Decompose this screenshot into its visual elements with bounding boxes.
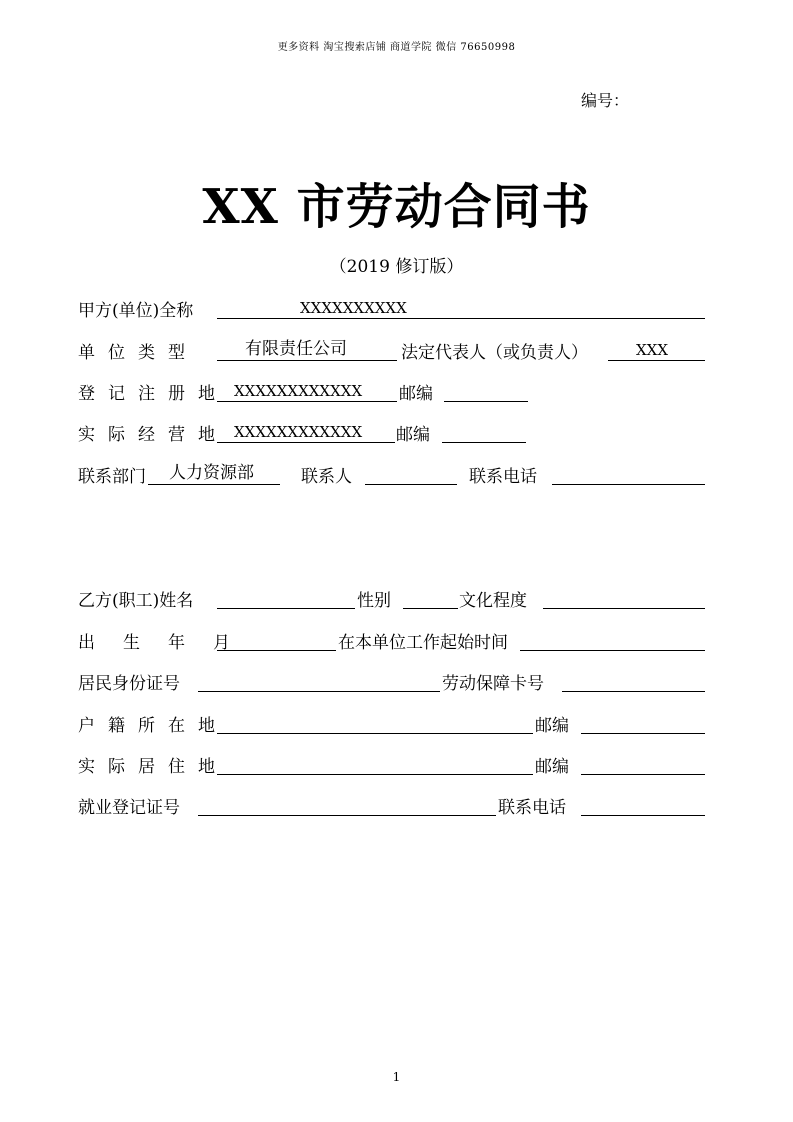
- actual-address-field[interactable]: [217, 420, 395, 443]
- party-a-phone-field[interactable]: [552, 462, 705, 485]
- unit-type-field[interactable]: [217, 338, 397, 361]
- start-time-label: 在本单位工作起始时间: [338, 633, 508, 653]
- residence-label: 实际居住地: [78, 757, 228, 777]
- contact-dept-label: 联系部门: [78, 467, 146, 487]
- birth-label: 出生年月: [78, 633, 258, 653]
- hukou-postcode-label: 邮编: [535, 716, 569, 736]
- id-number-label: 居民身份证号: [78, 674, 180, 694]
- page-number: 1: [392, 1070, 401, 1084]
- party-b-phone-label: 联系电话: [498, 798, 566, 818]
- education-field[interactable]: [543, 586, 705, 609]
- reg-postcode-field[interactable]: [444, 379, 528, 402]
- start-time-field[interactable]: [520, 628, 705, 651]
- gender-field[interactable]: [403, 586, 458, 609]
- actual-postcode-field[interactable]: [442, 420, 526, 443]
- education-label: 文化程度: [459, 591, 527, 611]
- party-a-full-name-label: 甲方(单位)全称: [78, 301, 194, 321]
- reg-address-field[interactable]: [217, 379, 397, 402]
- unit-type-value: 有限责任公司: [245, 339, 347, 359]
- contact-person-label: 联系人: [301, 467, 352, 487]
- employment-reg-field[interactable]: [198, 793, 496, 816]
- actual-address-label: 实际经营地: [78, 425, 228, 445]
- document-title: XX 市劳动合同书: [202, 179, 591, 235]
- gender-label: 性别: [357, 591, 391, 611]
- party-b-phone-field[interactable]: [581, 793, 705, 816]
- birth-field[interactable]: [217, 628, 336, 651]
- employment-reg-label: 就业登记证号: [78, 798, 180, 818]
- serial-number-label: 编号：: [581, 91, 630, 110]
- actual-address-value: XXXXXXXXXXXX: [234, 423, 363, 441]
- legal-rep-field[interactable]: [608, 338, 705, 361]
- document-subtitle: （2019 修订版）: [329, 257, 464, 277]
- contact-dept-value: 人力资源部: [169, 463, 254, 483]
- reg-address-value: XXXXXXXXXXXX: [234, 382, 363, 400]
- id-number-field[interactable]: [198, 669, 440, 692]
- residence-postcode-label: 邮编: [535, 757, 569, 777]
- contact-person-field[interactable]: [365, 462, 457, 485]
- residence-field[interactable]: [217, 752, 533, 775]
- actual-postcode-label: 邮编: [396, 425, 430, 445]
- party-a-phone-label: 联系电话: [469, 467, 537, 487]
- reg-address-label: 登记注册地: [78, 384, 228, 404]
- hukou-field[interactable]: [217, 711, 533, 734]
- header-note: 更多资料 淘宝搜索店铺 商道学院 微信 76650998: [277, 42, 516, 53]
- party-b-name-field[interactable]: [217, 586, 355, 609]
- contact-dept-field[interactable]: [148, 462, 280, 485]
- party-a-full-name-value: XXXXXXXXXX: [300, 299, 407, 317]
- reg-postcode-label: 邮编: [399, 384, 433, 404]
- labor-card-field[interactable]: [562, 669, 705, 692]
- party-b-name-label: 乙方(职工)姓名: [78, 591, 194, 611]
- hukou-label: 户籍所在地: [78, 716, 228, 736]
- hukou-postcode-field[interactable]: [581, 711, 705, 734]
- legal-rep-value: XXX: [636, 341, 669, 359]
- party-a-full-name-field[interactable]: [217, 296, 705, 319]
- residence-postcode-field[interactable]: [581, 752, 705, 775]
- legal-rep-label: 法定代表人（或负责人）: [401, 343, 588, 363]
- unit-type-label: 单位类型: [78, 343, 198, 363]
- labor-card-label: 劳动保障卡号: [442, 674, 544, 694]
